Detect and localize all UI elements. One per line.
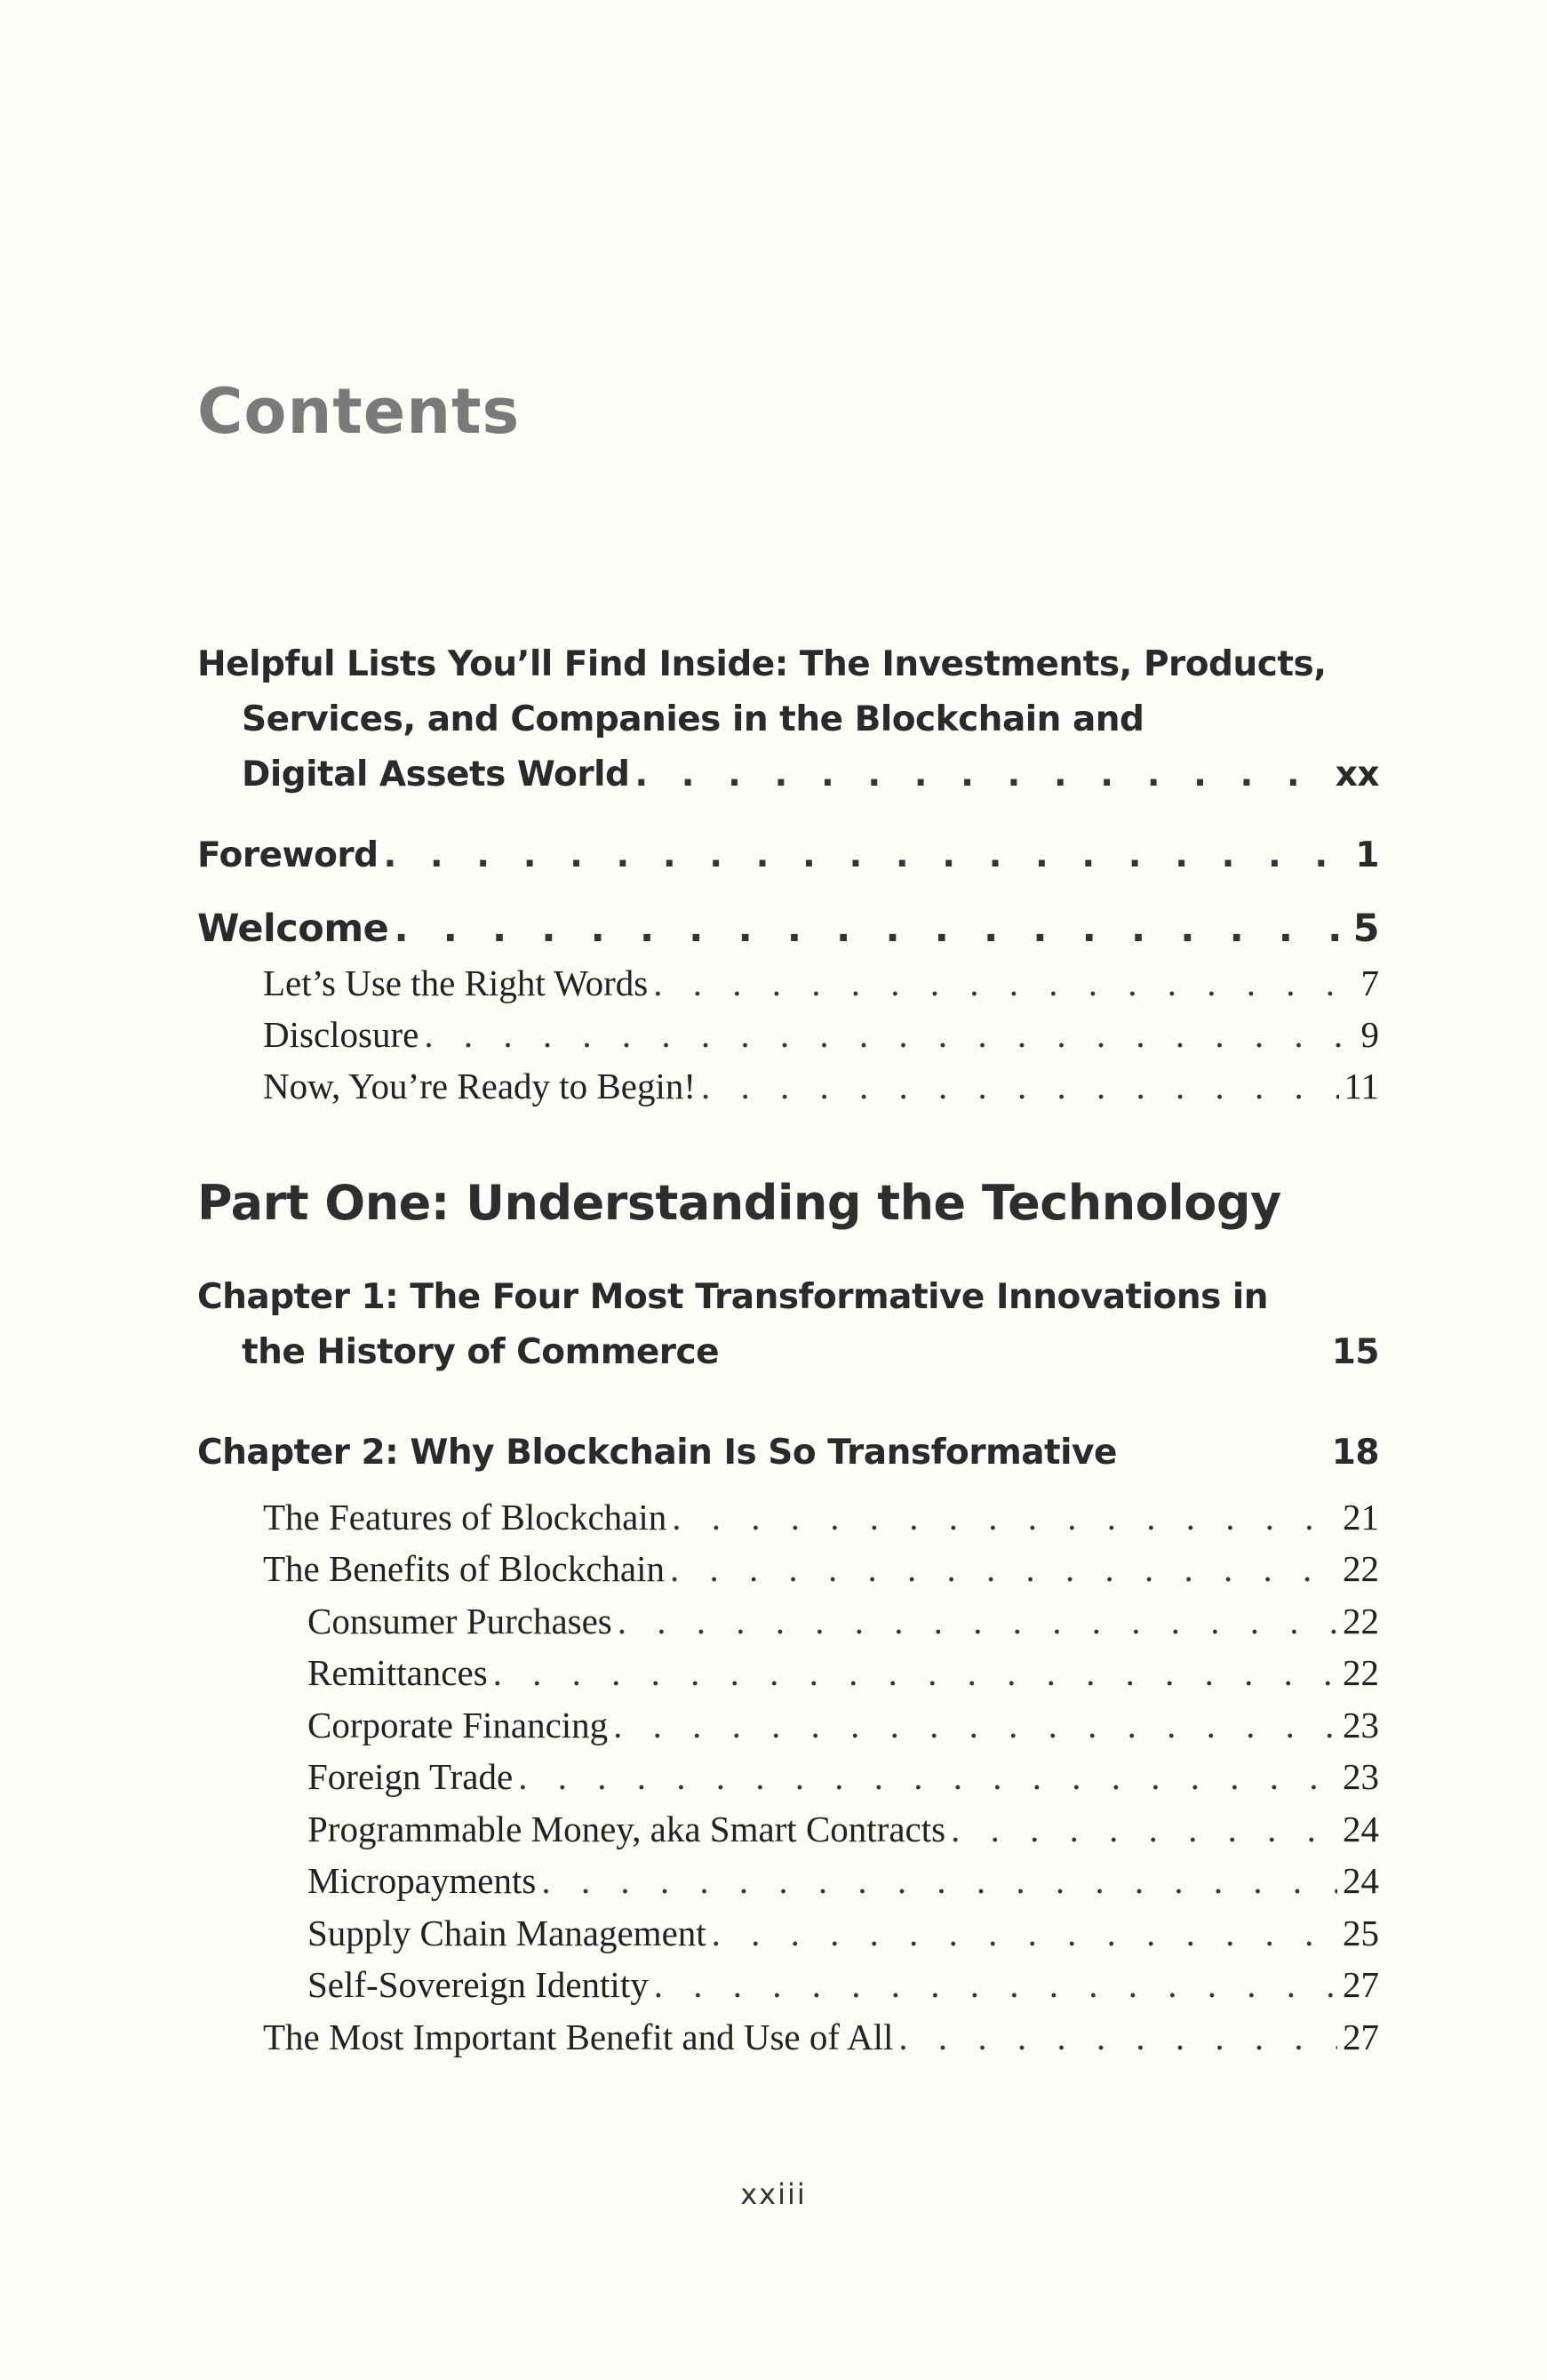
toc-entry-label: The Benefits of Blockchain [263, 1548, 666, 1589]
page-number: 18 [1331, 1433, 1379, 1473]
toc-entry-foreword[interactable] [197, 835, 1379, 875]
dot-leader [518, 1755, 1337, 1798]
toc-entry-label: The Features of Blockchain [263, 1497, 667, 1537]
toc-entry-helpful-line1: Helpful Lists You’ll Find Inside: The Investments, Products, [197, 644, 1327, 684]
page-number: xx [1335, 755, 1379, 795]
toc-entry-section[interactable] [263, 2016, 1379, 2058]
page-number: 11 [1344, 1066, 1379, 1106]
page-number: 25 [1343, 1913, 1379, 1953]
toc-entry-subsection[interactable] [307, 1651, 1379, 1694]
page-number: 22 [1343, 1601, 1379, 1641]
page-number: 15 [1331, 1332, 1379, 1372]
toc-entry-helpful-line2: Services, and Companies in the Blockchain and [242, 699, 1144, 739]
dot-leader [701, 1065, 1339, 1107]
toc-entry-section[interactable] [263, 1547, 1379, 1590]
page-number: 27 [1343, 2017, 1379, 2057]
page-number: 22 [1343, 1548, 1379, 1589]
toc-entry-label: Foreign Trade [307, 1756, 514, 1797]
toc-entry-subsection[interactable] [307, 1859, 1379, 1902]
toc-entry-label: Now, You’re Ready to Begin! [263, 1066, 697, 1106]
dot-leader [951, 1808, 1337, 1850]
toc-entry-chapter1-line1: Chapter 1: The Four Most Transformative Innovations in [197, 1277, 1269, 1317]
dot-leader [384, 835, 1351, 875]
toc-entry-label: the History of Commerce [242, 1332, 720, 1372]
dot-leader [613, 1704, 1337, 1746]
toc-entry-disclosure[interactable] [263, 1013, 1379, 1056]
page-title: Contents [197, 375, 521, 448]
toc-entry-label: Welcome [197, 906, 389, 951]
toc-entry-subsection[interactable] [307, 1704, 1379, 1746]
dot-leader [618, 1600, 1337, 1642]
page-number: 9 [1360, 1014, 1379, 1055]
toc-entry-label: Foreword [197, 835, 379, 875]
toc-entry-subsection[interactable] [307, 1912, 1379, 1954]
toc-entry-helpful[interactable] [242, 755, 1379, 795]
page-number: 24 [1343, 1860, 1379, 1901]
toc-entry-label: Supply Chain Management [307, 1913, 706, 1953]
toc-entry-chapter1[interactable] [242, 1332, 1379, 1372]
page-number: 21 [1343, 1497, 1379, 1537]
toc-entry-label: Micropayments [307, 1860, 537, 1901]
page-number: 24 [1343, 1809, 1379, 1849]
toc-entry-label: Digital Assets World [242, 755, 630, 795]
dot-leader [712, 1912, 1337, 1954]
part-heading: Part One: Understanding the Technology [197, 1175, 1281, 1231]
toc-entry-section[interactable] [263, 1496, 1379, 1538]
dot-leader [654, 1963, 1337, 2006]
page-number: 27 [1343, 1964, 1379, 2005]
dot-leader [653, 962, 1355, 1004]
page-number: 22 [1343, 1652, 1379, 1693]
toc-entry-label: Remittances [307, 1652, 488, 1693]
dot-leader [394, 906, 1347, 951]
toc-entry-subsection[interactable] [307, 1600, 1379, 1642]
toc-entry-subsection[interactable] [307, 1808, 1379, 1850]
toc-entry-label: Let’s Use the Right Words [263, 962, 649, 1003]
toc-entry-label: Chapter 2: Why Blockchain Is So Transformative [197, 1433, 1117, 1473]
dot-leader [424, 1013, 1355, 1056]
toc-entry-label: Corporate Financing [307, 1705, 609, 1745]
dot-leader [493, 1651, 1337, 1694]
page-folio: xxiii [740, 2177, 807, 2211]
page-number: 5 [1352, 906, 1379, 951]
dot-leader [634, 755, 1329, 795]
toc-entry-label: Consumer Purchases [307, 1601, 612, 1641]
page-number: 23 [1343, 1705, 1379, 1745]
dot-leader [898, 2016, 1337, 2058]
toc-entry-chapter2[interactable] [197, 1433, 1379, 1473]
dot-leader [541, 1859, 1337, 1902]
toc-entry-subsection[interactable] [307, 1963, 1379, 2006]
page-number: 23 [1343, 1756, 1379, 1797]
page-number: 1 [1355, 835, 1379, 875]
dot-leader [670, 1547, 1337, 1590]
toc-entry-label: Programmable Money, aka Smart Contracts [307, 1809, 946, 1849]
toc-entry-ready[interactable] [263, 1065, 1379, 1107]
dot-leader [672, 1496, 1337, 1538]
page-number: 7 [1360, 962, 1379, 1003]
toc-entry-label: Disclosure [263, 1014, 419, 1055]
toc-entry-right-words[interactable] [263, 962, 1379, 1004]
toc-entry-subsection[interactable] [307, 1755, 1379, 1798]
toc-entry-label: Self-Sovereign Identity [307, 1964, 649, 2005]
toc-entry-welcome[interactable] [197, 906, 1379, 951]
toc-entry-label: The Most Important Benefit and Use of All [263, 2017, 894, 2057]
